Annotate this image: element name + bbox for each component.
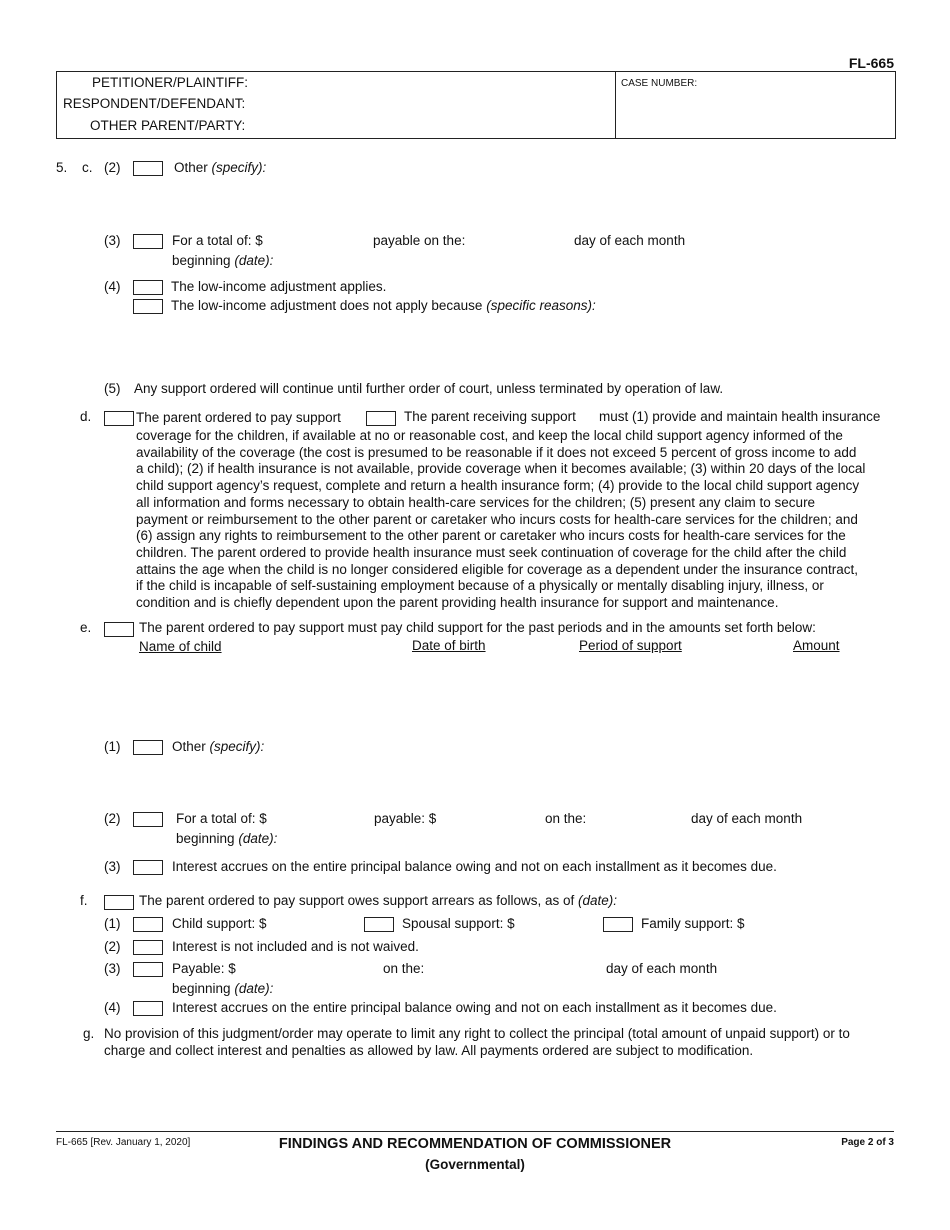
checkbox-e3-interest[interactable] bbox=[133, 860, 163, 875]
item-num: (2) bbox=[104, 811, 121, 826]
checkbox-e2-total[interactable] bbox=[133, 812, 163, 827]
item-num: (4) bbox=[104, 279, 121, 294]
checkbox-f-arrears[interactable] bbox=[104, 895, 134, 910]
form-number: FL-665 bbox=[848, 55, 894, 71]
e2-beginning-label: beginning (date): bbox=[176, 831, 278, 846]
item-letter-e: e. bbox=[80, 620, 92, 635]
checkbox-f1-family-support[interactable] bbox=[603, 917, 633, 932]
d-parent-paying-label: The parent ordered to pay support bbox=[136, 410, 341, 425]
d-text-line: if the child is incapable of self-sustaining employment because of a physically or mentally disabling injury, illness, or bbox=[136, 578, 824, 594]
g-text-line-2: charge and collect interest and penalties as allowed by law. All payments ordered are subject to modification. bbox=[104, 1043, 754, 1058]
checkbox-c3-total[interactable] bbox=[133, 234, 163, 249]
checkbox-c4-not-applies[interactable] bbox=[133, 299, 163, 314]
case-number-label: CASE NUMBER: bbox=[621, 78, 698, 89]
item-number-5: 5. bbox=[56, 160, 68, 175]
c3-payable-label: payable on the: bbox=[373, 233, 466, 248]
item-num: (4) bbox=[104, 1000, 121, 1015]
d-text-line: coverage for the children, if available at no or reasonable cost, and keep the local child support agency informed of the bbox=[136, 428, 843, 443]
f1-family-support-label: Family support: $ bbox=[641, 916, 745, 931]
checkbox-d-parent-receiving[interactable] bbox=[366, 411, 396, 426]
d-text-line: a child); (2) if health insurance is not available, provide coverage when it becomes available; (3) within 20 days of the local bbox=[136, 461, 866, 477]
item-num: (3) bbox=[104, 961, 121, 976]
d-text-line: (6) assign any rights to reimbursement to the other parent or caretaker who incurs costs for health-care services for the bbox=[136, 528, 846, 544]
petitioner-label: PETITIONER/PLAINTIFF: bbox=[92, 75, 249, 90]
item-letter-g: g. bbox=[83, 1026, 95, 1041]
checkbox-d-parent-paying[interactable] bbox=[104, 411, 134, 426]
item-num: (3) bbox=[104, 233, 121, 248]
column-header-date-of-birth: Date of birth bbox=[412, 638, 486, 653]
d-text-line: condition and is chiefly dependent upon the parent providing health insurance for support and maintenance. bbox=[136, 595, 779, 611]
column-header-name-of-child: Name of child bbox=[139, 639, 222, 654]
respondent-label: RESPONDENT/DEFENDANT: bbox=[63, 96, 246, 111]
footer-revision: FL-665 [Rev. January 1, 2020] bbox=[56, 1137, 191, 1148]
item-num: (3) bbox=[104, 859, 121, 874]
checkbox-e-past-periods[interactable] bbox=[104, 622, 134, 637]
f4-interest-text: Interest accrues on the entire principal balance owing and not on each installment as it becomes due. bbox=[172, 1000, 777, 1015]
column-header-amount: Amount bbox=[793, 638, 840, 653]
checkbox-f3-payable[interactable] bbox=[133, 962, 163, 977]
checkbox-e1-other[interactable] bbox=[133, 740, 163, 755]
other-parent-label: OTHER PARENT/PARTY: bbox=[90, 118, 246, 133]
item-num: (1) bbox=[104, 916, 121, 931]
item-letter-c: c. bbox=[82, 160, 93, 175]
d-text-line: availability of the coverage (the cost is presumed to be reasonable if it does not exceed 5 percent of gross income to add bbox=[136, 444, 857, 460]
f2-interest-text: Interest is not included and is not waived. bbox=[172, 939, 419, 954]
c3-beginning-label: beginning (date): bbox=[172, 253, 274, 268]
d-text-line: must (1) provide and maintain health insurance bbox=[599, 409, 881, 424]
footer-rule bbox=[56, 1131, 894, 1132]
checkbox-f4-interest[interactable] bbox=[133, 1001, 163, 1016]
c4-not-applies-label: The low-income adjustment does not apply because (specific reasons): bbox=[171, 298, 596, 313]
d-text-line: all information and forms necessary to obtain health-care services for the children; (5) present any claim to secure bbox=[136, 494, 816, 510]
footer-subtitle: (Governmental) bbox=[425, 1157, 525, 1172]
g-text-line-1: No provision of this judgment/order may operate to limit any right to collect the principal (total amount of unpaid support) or to bbox=[104, 1026, 850, 1041]
item-num: (5) bbox=[104, 381, 121, 396]
checkbox-f1-child-support[interactable] bbox=[133, 917, 163, 932]
f-arrears-text: The parent ordered to pay support owes support arrears as follows, as of (date): bbox=[139, 893, 618, 908]
f1-spousal-support-label: Spousal support: $ bbox=[402, 916, 515, 931]
f1-child-support-label: Child support: $ bbox=[172, 916, 267, 931]
checkbox-f2-interest-not-included[interactable] bbox=[133, 940, 163, 955]
caption-divider bbox=[615, 72, 616, 138]
f3-payable-label: Payable: $ bbox=[172, 961, 236, 976]
e3-interest-text: Interest accrues on the entire principal balance owing and not on each installment as it becomes due. bbox=[172, 859, 777, 874]
item-letter-d: d. bbox=[80, 409, 92, 424]
c4-applies-label: The low-income adjustment applies. bbox=[171, 279, 387, 294]
footer-title: FINDINGS AND RECOMMENDATION OF COMMISSIONER bbox=[278, 1136, 672, 1152]
e2-payable-label: payable: $ bbox=[374, 811, 437, 826]
item-num: (1) bbox=[104, 739, 121, 754]
f3-on-label: on the: bbox=[383, 961, 425, 976]
d-parent-receiving-label: The parent receiving support bbox=[404, 409, 576, 424]
checkbox-f1-spousal-support[interactable] bbox=[364, 917, 394, 932]
item-letter-f: f. bbox=[80, 893, 88, 908]
f3-beginning-label: beginning (date): bbox=[172, 981, 274, 996]
e2-total-label: For a total of: $ bbox=[176, 811, 267, 826]
c2-other-label: Other (specify): bbox=[174, 160, 267, 175]
c5-continuation-text: Any support ordered will continue until further order of court, unless terminated by operation of law. bbox=[134, 381, 724, 396]
e2-on-label: on the: bbox=[545, 811, 587, 826]
d-text-line: payment or reimbursement to the other parent or caretaker who incurs costs for health-care services for the children; and bbox=[136, 511, 858, 527]
d-text-line: attains the age when the child is no longer considered eligible for coverage as a dependent under the insurance contract, bbox=[136, 561, 858, 577]
checkbox-c4-applies[interactable] bbox=[133, 280, 163, 295]
e-past-periods-text: The parent ordered to pay support must pay child support for the past periods and in the amounts set forth below: bbox=[139, 620, 816, 635]
c3-total-label: For a total of: $ bbox=[172, 233, 263, 248]
f3-day-label: day of each month bbox=[606, 961, 718, 976]
d-text-line: child support agency’s request, complete and return a health insurance form; (4) provide to the local child support agency bbox=[136, 478, 860, 494]
c3-day-label: day of each month bbox=[574, 233, 686, 248]
d-health-insurance-paragraph bbox=[136, 428, 865, 612]
checkbox-c2-other[interactable] bbox=[133, 161, 163, 176]
column-header-period-of-support: Period of support bbox=[579, 638, 682, 653]
e1-other-label: Other (specify): bbox=[172, 739, 265, 754]
e2-day-label: day of each month bbox=[691, 811, 803, 826]
d-text-line: children. The parent ordered to provide health insurance must seek continuation of coverage for the child after the child bbox=[136, 544, 847, 560]
item-num: (2) bbox=[104, 939, 121, 954]
footer-page-number: Page 2 of 3 bbox=[841, 1137, 894, 1148]
item-num: (2) bbox=[104, 160, 121, 175]
